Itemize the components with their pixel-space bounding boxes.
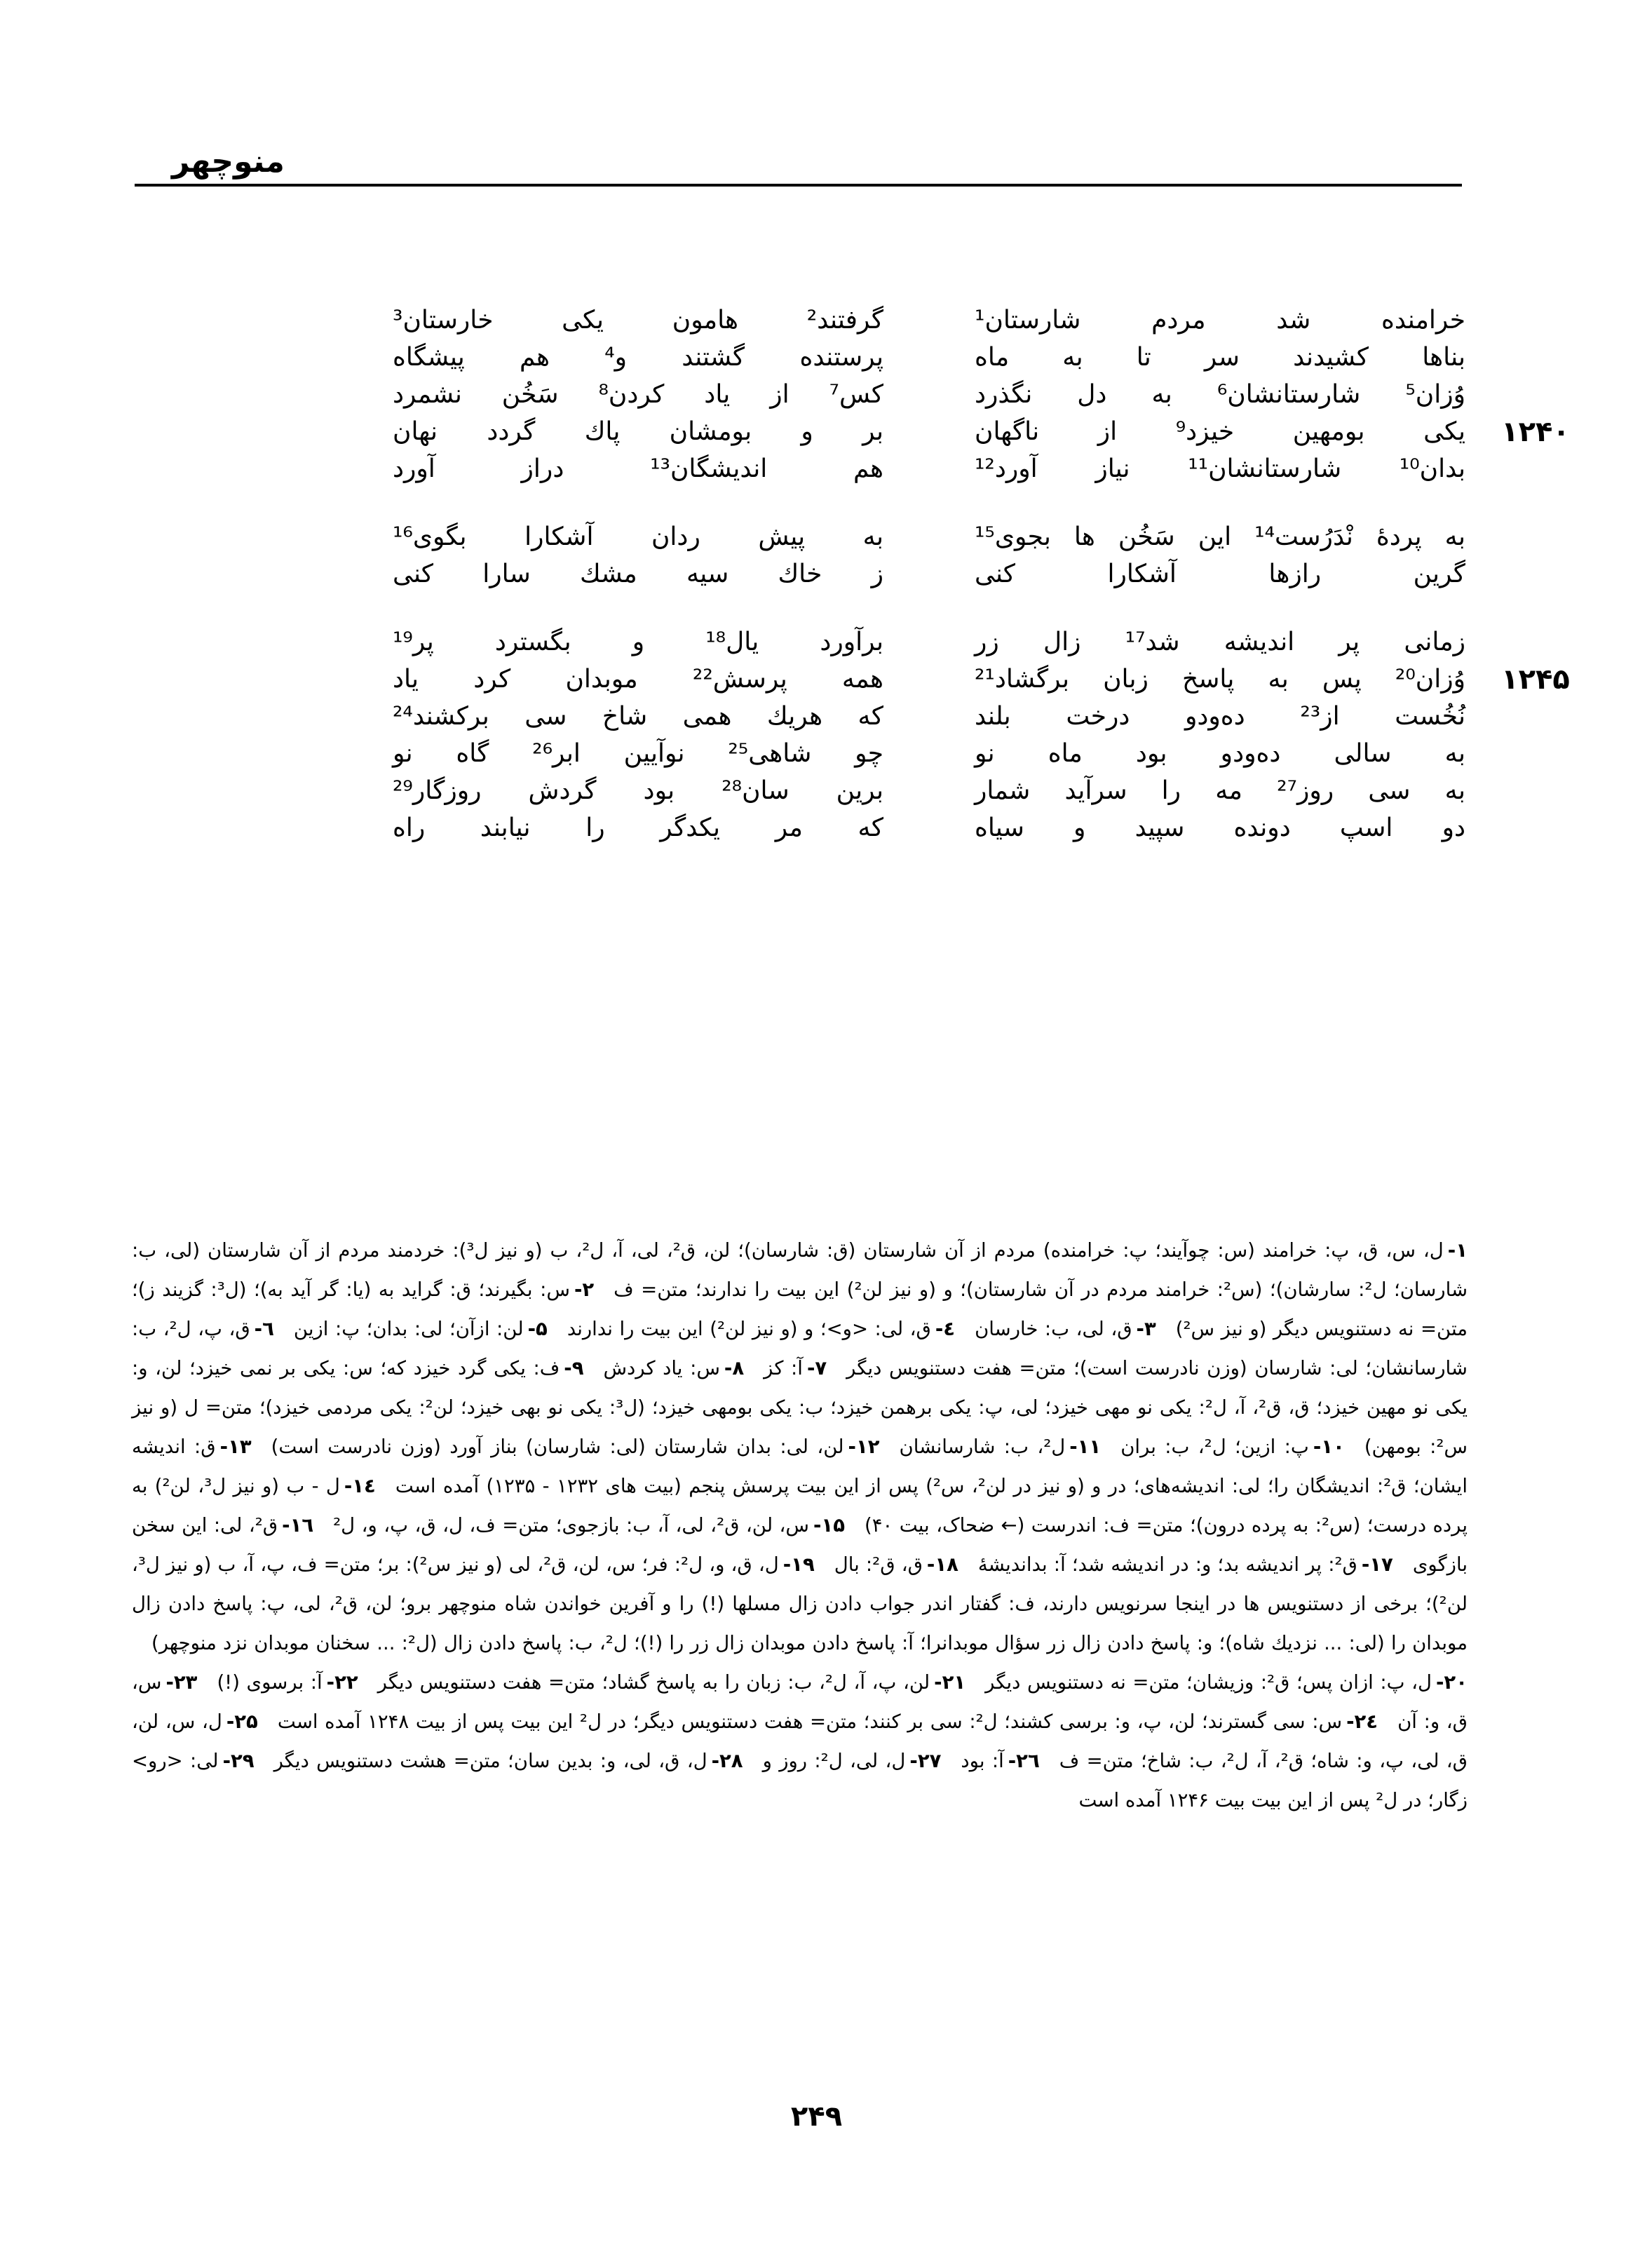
footnote-number: ۸- bbox=[724, 1357, 745, 1379]
footnote bbox=[258, 1710, 1378, 1733]
footnote-number: ۱٤- bbox=[344, 1475, 376, 1497]
footnote-number: ۷- bbox=[806, 1357, 827, 1379]
footnote bbox=[548, 1318, 955, 1340]
footnote-text: ق، لی، ب: خارسان bbox=[975, 1318, 1132, 1340]
right-hemistich: دو اسپ دونده سپید و سیاه bbox=[975, 814, 1465, 842]
footnote-text: ل - ب (و نیز ل³، لن²) به پرده درست؛ (س²: به پرده درون)؛ متن= ف: اندرست (← ضحاک، بیت ۴۰) bbox=[132, 1475, 1468, 1537]
verse-row bbox=[189, 376, 1465, 413]
footnote bbox=[955, 1318, 1156, 1340]
footnote-text: ل، پ: ازان پس؛ ق²: وزیشان؛ متن= نه دستنویس دیگر bbox=[985, 1671, 1432, 1694]
right-hemistich: بناها کشیدند سر تا به ماه bbox=[975, 343, 1465, 372]
footnote bbox=[1101, 1436, 1345, 1458]
footnote bbox=[880, 1436, 1102, 1458]
footnote-number: ۲۰- bbox=[1435, 1671, 1468, 1694]
footnote bbox=[941, 1750, 1039, 1772]
footnote-text: پ: ازین؛ ل²، ب: بران bbox=[1120, 1436, 1309, 1458]
footnote-text: س: بگیرند؛ ق: گراید به (یا: گر آید به)؛ (ل³: گزیند ز)؛ متن= نه دستنویس دیگر (و نیز س²) bbox=[132, 1278, 1468, 1340]
footnote-text: س، لن، ق²، لی، آ، ب: بازجوی؛ متن= ف، ل، ق، پ، و، ل² bbox=[333, 1514, 809, 1537]
left-hemistich: پرستنده گشتند و⁴ هم پیشگاه bbox=[393, 343, 883, 372]
right-hemistich: به پردهٔ نْدَرُست¹⁴ این سَخُن ها بجوی¹⁵ bbox=[975, 522, 1465, 551]
left-hemistich: که مر یکدگر را نیابند راه bbox=[393, 814, 883, 842]
footnotes bbox=[132, 1231, 1468, 1820]
left-hemistich: هم اندیشگان¹³ دراز آورد bbox=[393, 454, 883, 483]
left-hemistich: گرفتند² هامون یکی خارستان³ bbox=[393, 306, 883, 335]
verse-number: ۱۲۴۵ bbox=[1501, 663, 1570, 696]
verse-row bbox=[189, 698, 1465, 735]
verse-row bbox=[189, 623, 1465, 661]
footnote-text: ق، لی: <و>؛ و (و نیز لن²) این بیت را ندارند bbox=[567, 1318, 931, 1340]
verse-row bbox=[189, 518, 1465, 555]
stanza bbox=[189, 518, 1465, 593]
footnote bbox=[252, 1436, 880, 1458]
footnote-text: ل، ق، و، ل²: فر؛ س، لن، ق²، لی (و نیز س²): بر؛ متن= ف، پ، آ، ب (و نیز ل³، لن²)؛ برخی از دستنویس ها در اینجا سرنویس دارند، ف: گفتار اندر جواب دادن زال مسلها (!) را و آفرین خواندن شاه منوچهر برو؛ لن، ق²، لی، پ: پاسخ دادن زال موبدان را (لی: ... نزدیك شاه)؛ و: پاسخ دادن زال زر سؤال موبدانرا؛ آ: پاسخ دادن موبدان زال زر را (!)؛ ل²، ب: پاسخ دادن زال (ل²: ... سخنان موبدان نزد منوچهر) bbox=[132, 1553, 1468, 1654]
footnote-number: ۲۳- bbox=[165, 1671, 198, 1694]
right-hemistich: به سالی ده‌ودو بود ماه نو bbox=[975, 739, 1465, 768]
stanza bbox=[189, 623, 1570, 846]
footnote-text: لن، لی: بدان شارستان (لی: شارسان) بناز آورد (وزن نادرست است) bbox=[271, 1436, 844, 1458]
footnote-text: س: سی گسترند؛ لن، پ، و: برسی کشند؛ ل²: سی بر کنند؛ متن= هفت دستنویس دیگر؛ در ل² این بیت پس از بیت ۱۲۴۸ آمده است bbox=[277, 1710, 1343, 1733]
footnote-text: ق: اندیشه ایشان؛ ق²: اندیشگان را؛ لی: اندیشه‌های؛ در و (و نیز در لن²، س²) پس از این بیت پرسش پنجم (بیت های ۱۲۳۲ - ۱۲۳۵) آمده است bbox=[132, 1436, 1468, 1497]
footnote-text: ل، لی، ل²: روز و bbox=[762, 1750, 906, 1772]
footnote-number: ۲- bbox=[574, 1278, 595, 1301]
footnote-number: ۱۵- bbox=[813, 1514, 845, 1537]
left-hemistich: به پیش ردان آشکارا بگوی¹⁶ bbox=[393, 522, 883, 551]
footnote-number: ۱۷- bbox=[1361, 1553, 1393, 1576]
right-hemistich: بدان¹⁰ شارستانشان¹¹ نیاز آورد¹² bbox=[975, 454, 1465, 483]
right-hemistich: زمانی پر اندیشه شد¹⁷ زال زر bbox=[975, 628, 1465, 656]
footnote-number: ۲۲- bbox=[326, 1671, 358, 1694]
footnote-number: ۵- bbox=[527, 1318, 548, 1340]
verse-row bbox=[189, 772, 1465, 809]
header-rule bbox=[135, 184, 1462, 187]
left-hemistich: همه پرسش²² موبدان کرد یاد bbox=[393, 665, 884, 694]
left-hemistich: چو شاهی²⁵ نوآیین ابر²⁶ گاه نو bbox=[393, 739, 883, 768]
footnote bbox=[255, 1750, 743, 1772]
verse-row bbox=[189, 555, 1465, 593]
footnote bbox=[197, 1671, 358, 1694]
verse-row bbox=[189, 302, 1465, 339]
footnote-number: ۲۱- bbox=[934, 1671, 966, 1694]
left-hemistich: ز خاك سیه مشك سارا کنی bbox=[393, 560, 883, 588]
right-hemistich: وُزان²⁰ پس به پاسخ زبان برگشاد²¹ bbox=[975, 665, 1465, 694]
footnote-text: ل، س، لن، ق، لی، پ، و: شاه؛ ق²، آ، ل²، ب: شاخ؛ متن= ف bbox=[132, 1710, 1468, 1772]
right-hemistich: خرامنده شد مردم شارستان¹ bbox=[975, 306, 1465, 335]
footnote-number: ۱- bbox=[1447, 1239, 1468, 1262]
footnote bbox=[313, 1514, 845, 1537]
footnote-text: ل، ق، لی، و: بدین سان؛ متن= هشت دستنویس دیگر bbox=[273, 1750, 707, 1772]
footnote bbox=[965, 1671, 1468, 1694]
footnote-text: ق²، لی: این سخن بازگوی bbox=[132, 1514, 1468, 1576]
right-hemistich: گرین رازها آشکارا کنی bbox=[975, 560, 1465, 588]
right-hemistich: یکی بومهین خیزد⁹ از ناگهان bbox=[975, 417, 1465, 446]
footnote-number: ۲۷- bbox=[909, 1750, 942, 1772]
right-hemistich: وُزان⁵ شارستانشان⁶ به دل نگذرد bbox=[975, 380, 1465, 409]
footnote-number: ۲٦- bbox=[1008, 1750, 1040, 1772]
footnote-text: س، ق، و: آن bbox=[132, 1671, 1468, 1733]
footnote-number: ۱۱- bbox=[1069, 1436, 1102, 1458]
footnote-number: ۲۸- bbox=[711, 1750, 743, 1772]
footnote-number: ۲٤- bbox=[1346, 1710, 1378, 1733]
footnote-text: ل، س، ق، پ: خرامند (س: چوآیند؛ پ: خرامنده) مردم از آن شارستان (ق: شارسان)؛ لن، ق²، لی، آ، ل²، ب (و نیز ل³): خردمند مردم از آن شارستان (لی، ب: شارسان؛ ل²: سارشان)؛ (س²: خرامند مردم در آن شارستان)؛ و (و نیز لن²) این بیت را ندارند؛ متن= ف bbox=[132, 1239, 1468, 1301]
verse-row bbox=[189, 661, 1570, 698]
footnote bbox=[744, 1357, 827, 1379]
footnote-text: لن: ازآن؛ لی: بدان؛ پ: ازین bbox=[293, 1318, 524, 1340]
verse-row bbox=[189, 339, 1465, 376]
footnote bbox=[958, 1553, 1393, 1576]
footnote bbox=[743, 1750, 942, 1772]
footnote-number: ۲۵- bbox=[226, 1710, 258, 1733]
verse-number: ۱۲۴۰ bbox=[1501, 415, 1570, 448]
footnote-text: ق، پ، ل²، ب: شارسانشان؛ لی: شارسان (وزن نادرست است)؛ متن= هفت دستنویس دیگر bbox=[132, 1318, 1468, 1379]
running-title: منوچهر bbox=[172, 144, 285, 180]
right-hemistich: نُخُست از²³ ده‌ودو درخت بلند bbox=[975, 702, 1465, 731]
footnote-number: ۱۹- bbox=[782, 1553, 815, 1576]
footnote-text: ل²، ب: شارسانشان bbox=[899, 1436, 1066, 1458]
footnote bbox=[358, 1671, 966, 1694]
page-number: ۲۴۹ bbox=[790, 2100, 843, 2133]
footnote-number: ۳- bbox=[1136, 1318, 1156, 1340]
footnote bbox=[815, 1553, 958, 1576]
left-hemistich: برین سان²⁸ بود گردش روزگار²⁹ bbox=[393, 776, 883, 805]
footnote-number: ۱۳- bbox=[219, 1436, 252, 1458]
footnote bbox=[274, 1318, 548, 1340]
left-hemistich: بر و بومشان پاك گردد نهان bbox=[393, 417, 883, 446]
footnote-text: لن، پ، آ، ل²، ب: زبان را به پاسخ گشاد؛ متن= هفت دستنویس دیگر bbox=[377, 1671, 930, 1694]
poem-body bbox=[189, 302, 1570, 877]
footnote-text: آ: برسوی (!) bbox=[217, 1671, 323, 1694]
footnote bbox=[583, 1357, 744, 1379]
left-hemistich: کس⁷ از یاد کردن⁸ سَخُن نشمرد bbox=[393, 380, 883, 409]
verse-row bbox=[189, 735, 1465, 772]
footnote-text: س: یاد کردش bbox=[603, 1357, 720, 1379]
footnote-text: ق، ق²: بال bbox=[834, 1553, 923, 1576]
footnote-text: لی: <رو> زگار؛ در ل² پس از این بیت بیت ۱۲۴۶ آمده است bbox=[132, 1750, 1468, 1811]
left-hemistich: برآورد یال¹⁸ و بگسترد پر¹⁹ bbox=[393, 628, 883, 656]
footnote-number: ٤- bbox=[935, 1318, 956, 1340]
footnote-number: ۹- bbox=[564, 1357, 584, 1379]
right-hemistich: به سی روز²⁷ مه را سرآید شمار bbox=[975, 776, 1465, 805]
stanza bbox=[189, 302, 1570, 487]
footnote-text: آ: بود bbox=[961, 1750, 1004, 1772]
verse-row bbox=[189, 413, 1570, 450]
footnote-number: ۱٦- bbox=[282, 1514, 314, 1537]
footnote-text: ق²: پر اندیشه بد؛ و: در اندیشه شد؛ آ: بداندیشهٔ bbox=[977, 1553, 1357, 1576]
footnote-text: ف: یکی گرد خیزد که؛ س: یکی بر نمی خیزد؛ لن، و: یکی نو مهین خیزد؛ ق، ق²، آ، ل²: یکی نو مهی خیزد؛ لی، پ: یکی برهمن خیزد؛ ب: یکی بومهی خیزد؛ (ل³: یکی نو بهی خیزد؛ لن²: یکی مردمی خیزد)؛ متن= ل (و نیز س²: بومهن) bbox=[132, 1357, 1468, 1458]
footnote-text: آ: کز bbox=[764, 1357, 803, 1379]
footnote-number: ۱۲- bbox=[848, 1436, 880, 1458]
verse-row bbox=[189, 809, 1465, 846]
footnote-number: ٦- bbox=[254, 1318, 274, 1340]
footnote-number: ۲۹- bbox=[222, 1750, 255, 1772]
verse-row bbox=[189, 450, 1465, 487]
footnote-number: ۱۰- bbox=[1313, 1436, 1345, 1458]
left-hemistich: که هریك همی شاخ سی برکشند²⁴ bbox=[393, 702, 883, 731]
footnote-number: ۱۸- bbox=[926, 1553, 958, 1576]
